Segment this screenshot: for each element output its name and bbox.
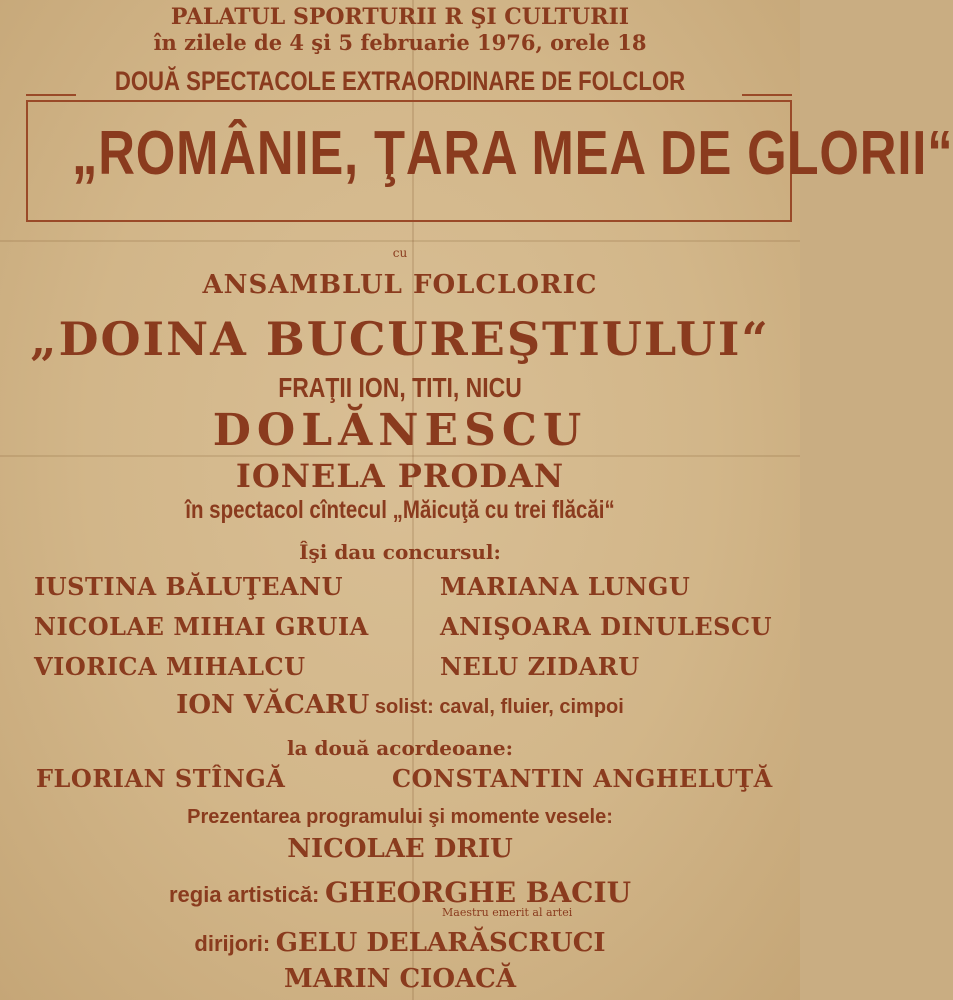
contributor-left-2: NICOLAE MIHAI GRUIA [34,612,369,641]
subtitle-line: DOUĂ SPECTACOLE EXTRAORDINARE DE FOLCLOR [114,66,686,96]
presenter-name: NICOLAE DRIU [287,834,513,864]
contributor-left-1: IUSTINA BĂLUŢEANU [34,572,344,601]
dates-line: în zilele de 4 şi 5 februarie 1976, orele 18 [153,30,647,55]
rule-left [26,94,76,96]
contributor-right-2: ANIŞOARA DINULESCU [440,612,773,641]
singer-line: IONELA PRODAN [235,457,565,495]
instrumentalist-name: ION VĂCARU [176,690,370,720]
ensemble-name: „DOINA BUCUREŞTIULUI“ [30,312,770,366]
presenter-heading: Prezentarea programului şi momente vesele: [187,806,613,828]
instrumentalist-role: solist: caval, fluier, cimpoi [374,696,624,718]
direction-label: regia artistică: [168,882,320,907]
venue-line: PALATUL SPORTURII R ŞI CULTURII [170,4,630,30]
with-word: cu [392,246,408,260]
surname-line: DOLĂNESCU [212,405,588,456]
conductors-label: dirijori: [194,931,271,956]
contributor-right-3: NELU ZIDARU [440,652,640,681]
instrumentalist-line [0,690,800,720]
accordions-heading: la două acordeoane: [287,736,513,760]
conductor-first: GELU DELARĂSCRUCI [275,928,606,958]
director-name: GHEORGHE BACIU [324,876,631,909]
contributor-right-1: MARIANA LUNGU [440,572,691,601]
accordionist-left: FLORIAN STÎNGĂ [36,764,286,793]
brothers-line: FRAŢII ION, TITI, NICU [278,372,522,403]
director-honor: Maestru emerit al artei [442,906,573,919]
ensemble-label: ANSAMBLUL FOLCLORIC [202,270,598,300]
song-line: în spectacol cîntecul „Măicuţă cu trei flăcăi“ [185,496,615,524]
contributors-heading: Îşi dau concursul: [299,540,501,564]
rule-right [742,94,792,96]
conductors-line [0,928,800,958]
direction-line [0,876,800,909]
show-title: „ROMÂNIE, ŢARA MEA DE GLORII“ [72,119,953,188]
accordionist-right: CONSTANTIN ANGHELUŢĂ [392,764,773,793]
conductor-second: MARIN CIOACĂ [283,964,517,994]
horizontal-fold-line-upper [0,240,800,242]
contributor-left-3: VIORICA MIHALCU [34,652,306,681]
